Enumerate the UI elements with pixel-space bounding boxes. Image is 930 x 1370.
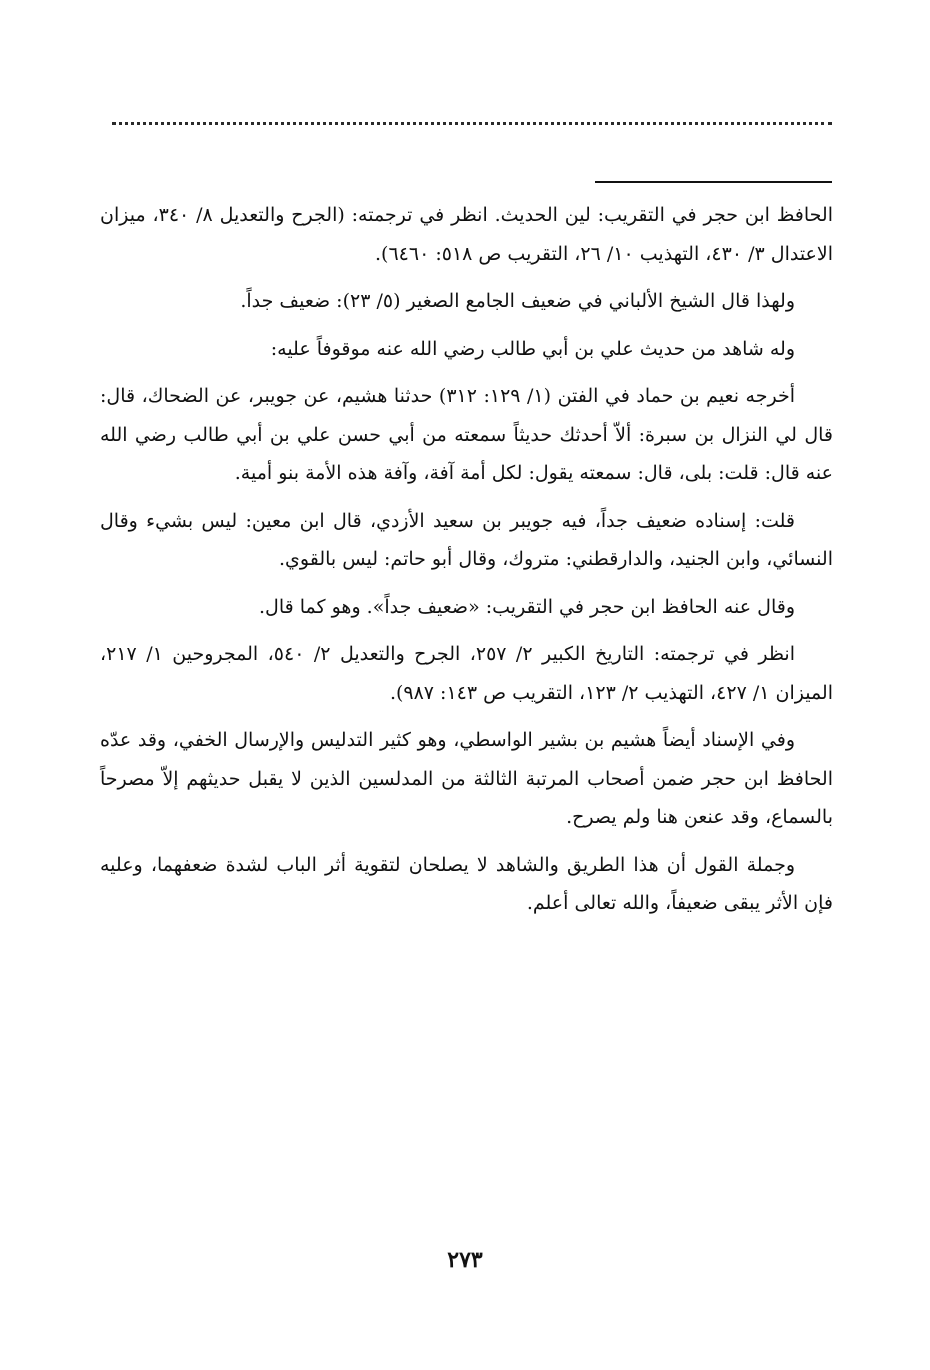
- paragraph-biography-refs: انظر في ترجمته: التاريخ الكبير ٢/ ٢٥٧، الجرح والتعديل ٢/ ٥٤٠، المجروحين ١/ ٢١٧، الميزان ١/ ٤٢٧، التهذيب ٢/ ١٢٣، التقريب ص ١٤٣: ٩٨٧).: [100, 643, 833, 704]
- paragraph-witness-intro: وله شاهد من حديث علي بن أبي طالب رضي الله عنه موقوفاً عليه:: [270, 337, 795, 360]
- paragraph-albani-grading: ولهذا قال الشيخ الألباني في ضعيف الجامع الصغير (٥/ ٢٣): ضعيف جداً.: [240, 290, 795, 312]
- dotted-separator: [112, 122, 832, 125]
- paragraph-conclusion: وجملة القول أن هذا الطريق والشاهد لا يصلحان لتقوية أثر الباب لشدة ضعفهما، وعليه فإن الأثر يبقى ضعيفاً، والله تعالى أعلم.: [100, 853, 833, 914]
- paragraph-hushaym-tadlis: وفي الإسناد أيضاً هشيم بن بشير الواسطي، وهو كثير التدليس والإرسال الخفي، وقد عدّه الحافظ ابن حجر ضمن أصحاب المرتبة الثالثة من المدلسين الذين لا يقبل حديثهم إلاّ مصرحاً بالسماع، وقد عنعن هنا ولم يصرح.: [100, 729, 833, 828]
- paragraph-isnad-critique: قلت: إسناده ضعيف جداً، فيه جويبر بن سعيد الأزدي، قال ابن معين: ليس بشيء وقال النسائي، وابن الجنيد، والدارقطني: متروك، وقال أبو حاتم: ليس بالقوي.: [100, 509, 833, 570]
- paragraph-takhrij: أخرجه نعيم بن حماد في الفتن (١/ ١٢٩: ٣١٢) حدثنا هشيم، عن جويبر، عن الضحاك، قال: قال لي النزال بن سبرة: ألاّ أحدثك حديثاً سمعته من أبي حسن علي بن أبي طالب رضي الله عنه قال: قلت: بلى، قال: سمعته يقول: لكل أمة آفة، وآفة هذه الأمة بنو أمية.: [100, 385, 833, 484]
- page-number: ٢٧٣: [447, 1247, 483, 1273]
- paragraph-footnote-continuation: الحافظ ابن حجر في التقريب: لين الحديث. انظر في ترجمته: (الجرح والتعديل ٨/ ٣٤٠، ميزان الاعتدال ٣/ ٤٣٠، التهذيب ١٠/ ٢٦، التقريب ص ٥١٨: ٦٤٦٠).: [100, 204, 833, 265]
- footnote-rule: [595, 181, 832, 183]
- paragraph-ibn-hajar-ruling: وقال عنه الحافظ ابن حجر في التقريب: «ضعيف جداً». وهو كما قال.: [259, 595, 795, 618]
- main-text: [100, 196, 833, 932]
